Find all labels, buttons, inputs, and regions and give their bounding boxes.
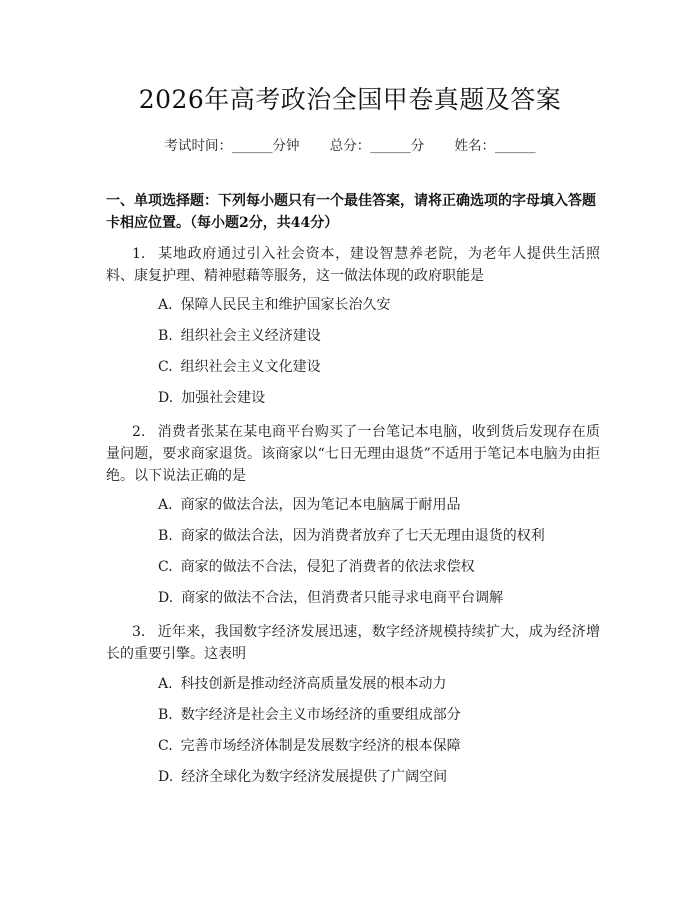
question-text: 消费者张某在某电商平台购买了一台笔记本电脑，收到货后发现存在质量问题，要求商家退货。该商家以“七日无理由退货”不适用于笔记本电脑为由拒绝。以下说法正确的是	[106, 424, 600, 484]
option-letter: B.	[158, 328, 173, 344]
question-1-option-a	[158, 294, 391, 316]
option-letter: A.	[158, 676, 173, 692]
page-title: 2026年高考政治全国甲卷真题及答案	[138, 85, 562, 114]
option-letter: D.	[158, 390, 174, 406]
option-letter: D.	[158, 769, 174, 785]
question-1-option-c	[158, 356, 321, 378]
option-text: 数字经济是社会主义市场经济的重要组成部分	[180, 707, 461, 723]
question-text: 某地政府通过引入社会资本，建设智慧养老院，为老年人提供生活照料、康复护理、精神慰藉等服务，这一做法体现的政府职能是	[106, 246, 600, 284]
option-letter: B.	[158, 528, 173, 544]
question-2-option-d	[158, 587, 503, 609]
question-number: 1.	[132, 246, 146, 262]
option-letter: B.	[158, 707, 173, 723]
option-letter: A.	[158, 497, 173, 513]
option-letter: C.	[158, 359, 173, 375]
option-letter: A.	[158, 297, 173, 313]
option-letter: C.	[158, 738, 173, 754]
option-text: 经济全球化为数字经济发展提供了广阔空间	[181, 769, 448, 785]
option-text: 组织社会主义经济建设	[180, 328, 321, 344]
question-number: 2.	[132, 424, 146, 440]
question-2	[106, 421, 600, 487]
question-text: 近年来，我国数字经济发展迅速，数字经济规模持续扩大，成为经济增长的重要引擎。这表明	[106, 624, 600, 662]
section-heading: 一、单项选择题：下列每小题只有一个最佳答案，请将正确选项的字母填入答题卡相应位置。（每小题2分，共44分）	[106, 193, 596, 231]
option-text: 商家的做法不合法，侵犯了消费者的依法求偿权	[180, 559, 475, 575]
question-2-option-a	[158, 494, 461, 516]
question-3-option-b	[158, 704, 461, 726]
exam-time: 考试时间：______分钟	[164, 138, 300, 154]
question-3-option-d	[158, 766, 447, 788]
exam-score: 总分：______分	[329, 138, 425, 154]
question-1-option-d	[158, 387, 265, 409]
option-text: 商家的做法合法，因为笔记本电脑属于耐用品	[180, 497, 461, 513]
question-number: 3.	[132, 624, 146, 640]
option-text: 商家的做法不合法，但消费者只能寻求电商平台调解	[181, 590, 504, 606]
option-text: 保障人民民主和维护国家长治久安	[180, 297, 391, 313]
question-2-option-b	[158, 525, 545, 547]
question-2-option-c	[158, 556, 475, 578]
option-letter: D.	[158, 590, 174, 606]
question-1-option-b	[158, 325, 321, 347]
question-3-option-a	[158, 673, 447, 695]
exam-name: 姓名：______	[454, 138, 536, 154]
option-text: 加强社会建设	[181, 390, 266, 406]
question-3	[106, 621, 600, 665]
question-1	[106, 243, 600, 287]
option-text: 科技创新是推动经济高质量发展的根本动力	[180, 676, 447, 692]
option-text: 商家的做法合法，因为消费者放弃了七天无理由退货的权利	[180, 528, 545, 544]
option-letter: C.	[158, 559, 173, 575]
question-3-option-c	[158, 735, 461, 757]
option-text: 组织社会主义文化建设	[180, 359, 321, 375]
exam-meta	[0, 134, 700, 154]
option-text: 完善市场经济体制是发展数字经济的根本保障	[180, 738, 461, 754]
